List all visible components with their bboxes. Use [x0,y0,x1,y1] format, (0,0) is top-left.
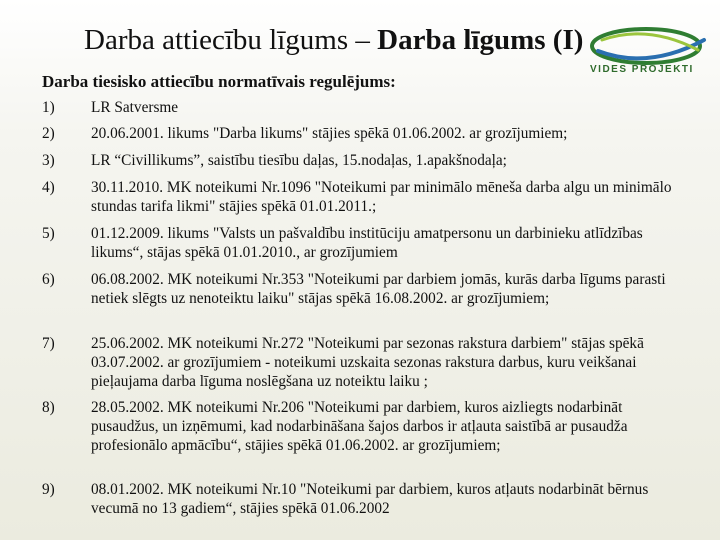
list-item-number: 2) [42,125,55,142]
list-item-number: 9) [42,481,55,498]
list-item-text: 25.06.2002. MK noteikumi Nr.272 "Noteikumi par sezonas rakstura darbiem" stājas spēkā 03.07.2002. ar grozījumiem - noteikumi uzskaita sezonas rakstura darbus, kuru veikšanai pieļaujama darba līguma noslēgšana uz noteiktu laiku ; [91,335,644,390]
slide-title-bold: Darba līgums (I) [377,24,584,56]
list-item-text: 28.05.2002. MK noteikumi Nr.206 "Noteikumi par darbiem, kuros aizliegts nodarbināt pusaudžus, un izņēmumi, kad nodarbināšana šajos darbos ir atļauta saistībā ar pusaudža profesionālo apmācību“, stājies spēkā 01.06.2002. ar grozījumiem; [91,399,628,454]
list-item-text: LR “Civillikums”, saistību tiesību daļas, 15.nodaļas, 1.apakšnodaļa; [91,152,507,169]
list-item-text: 30.11.2010. MK noteikumi Nr.1096 "Noteikumi par minimālo mēneša darba algu un minimālo stundas tarifa likmi" stājies spēkā 01.01.2011.; [91,179,672,215]
list-item-number: 3) [42,152,55,169]
list-item-number: 1) [42,99,55,116]
list-item-text: 08.01.2002. MK noteikumi Nr.10 "Noteikumi par darbiem, kuros atļauts nodarbināt bērnus vecumā no 13 gadiem“, stājies spēkā 01.06.2002 [91,481,649,517]
list-item-number: 6) [42,271,55,288]
list-item-text: 01.12.2009. likums "Valsts un pašvaldību institūciju amatpersonu un darbinieku atlīdzības likums“, stājas spēkā 01.01.2010., ar grozījumiem [91,225,643,261]
logo-text: VIDES PROJEKTI [590,64,694,75]
slide-title [84,22,584,58]
section-heading: Darba tiesisko attiecību normatīvais regulējums: [42,72,396,91]
list-item-text: 20.06.2001. likums "Darba likums" stājies spēkā 01.06.2002. ar grozījumiem; [91,125,568,142]
list-item-number: 4) [42,179,55,196]
list-item-number: 7) [42,335,55,352]
list-item-text: 06.08.2002. MK noteikumi Nr.353 "Noteikumi par darbiem jomās, kurās darba līgums parasti netiek slēgts uz nenoteiktu laiku" stājas spēkā 16.08.2002. ar grozījumiem; [91,271,666,307]
slide-title-regular: Darba attiecību līgums – [84,24,378,56]
list-item-number: 8) [42,399,55,416]
list-item-text: LR Satversme [91,99,179,116]
list-item-number: 5) [42,225,55,242]
